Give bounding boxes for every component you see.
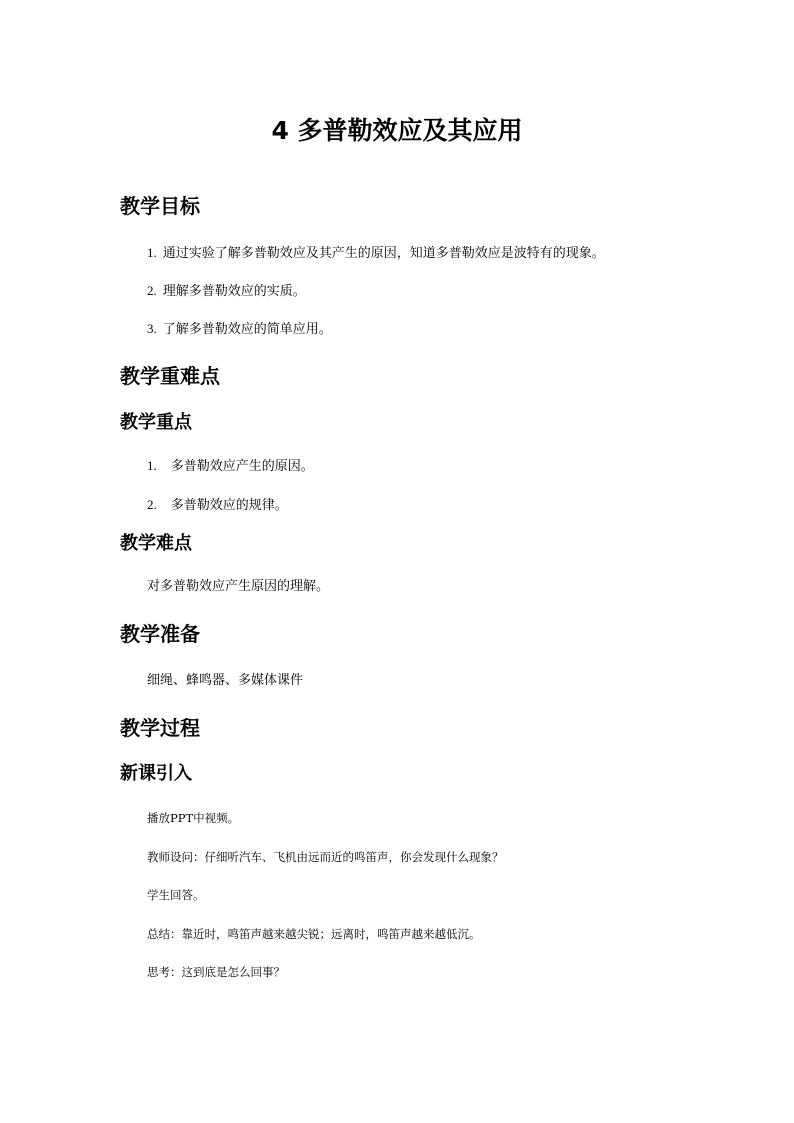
preparation-text: 细绳、蜂鸣器、多媒体课件 — [147, 673, 304, 688]
introduction-line: 学生回答。 — [147, 888, 205, 902]
subsection-heading-introduction: 新课引入 — [120, 763, 192, 784]
difficult-points-text: 对多普勒效应产生原因的理解。 — [147, 579, 330, 594]
introduction-line: 总结：靠近时，鸣笛声越来越尖锐；远离时，鸣笛声越来越低沉。 — [147, 927, 481, 941]
list-item-number: 1. — [147, 458, 157, 473]
list-item — [147, 243, 605, 264]
list-item-text: 多普勒效应的规律。 — [170, 498, 288, 513]
list-item-number: 2. — [147, 497, 157, 512]
list-item-number: 2. — [147, 283, 157, 298]
introduction-line: 思考：这到底是怎么回事？ — [147, 965, 285, 979]
introduction-line: 教师设问：仔细听汽车、飞机由远而近的鸣笛声，你会发现什么现象？ — [147, 850, 504, 864]
subsection-heading-difficult-points: 教学难点 — [120, 533, 192, 554]
list-item-text: 通过实验了解多普勒效应及其产生的原因，知道多普勒效应是波特有的现象。 — [162, 246, 605, 261]
list-item — [147, 495, 288, 516]
list-item-text: 了解多普勒效应的简单应用。 — [162, 322, 332, 337]
document-title: 4 多普勒效应及其应用 — [271, 116, 523, 145]
list-item — [147, 319, 332, 340]
section-heading-objectives: 教学目标 — [120, 194, 200, 218]
subsection-heading-key-points: 教学重点 — [120, 412, 192, 433]
list-item — [147, 456, 314, 477]
list-item-number: 3. — [147, 321, 157, 336]
list-item-number: 1. — [147, 245, 157, 260]
list-item-text: 理解多普勒效应的实质。 — [162, 284, 306, 299]
list-item — [147, 281, 306, 302]
section-heading-process: 教学过程 — [120, 716, 200, 740]
section-heading-key-difficult: 教学重难点 — [120, 364, 220, 388]
section-heading-preparation: 教学准备 — [120, 622, 200, 646]
introduction-line: 播放PPT中视频。 — [147, 811, 240, 825]
list-item-text: 多普勒效应产生的原因。 — [170, 459, 314, 474]
